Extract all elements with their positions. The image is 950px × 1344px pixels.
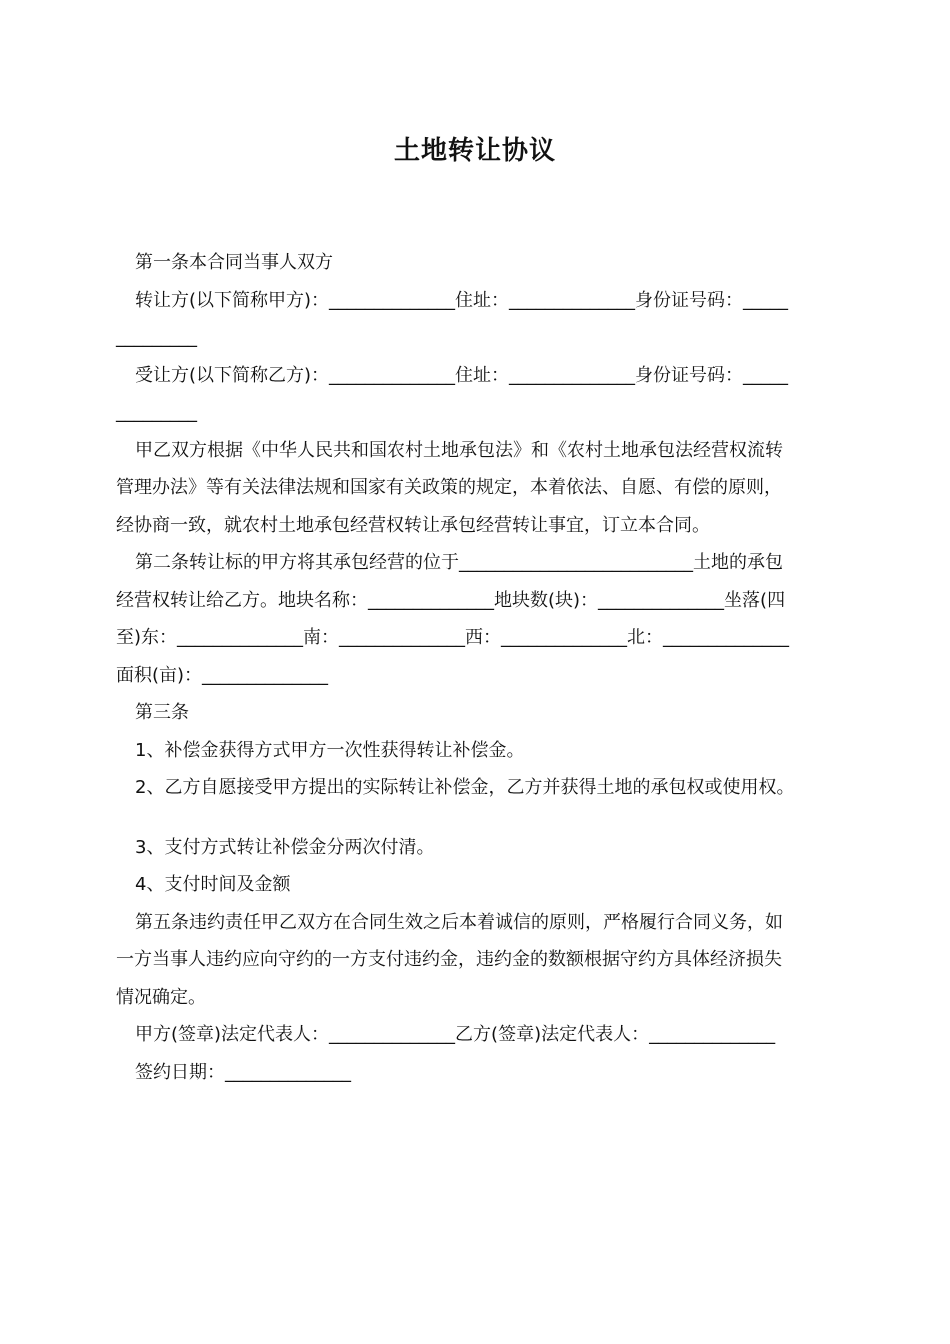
document-title: 土地转让协议 (393, 136, 556, 166)
signature-line: 甲方(签章)法定代表人：______________乙方(签章)法定代表人：______________ (135, 1024, 776, 1045)
signing-date-line: 签约日期：______________ (135, 1061, 351, 1083)
preamble-line-1: 甲乙双方根据《中华人民共和国农村土地承包法》和《农村土地承包法经营权流转 (135, 439, 783, 461)
clause-2-line-1: 第二条转让标的甲方将其承包经营的位于__________________________土地的承包 (135, 552, 783, 573)
paragraph-gap (116, 807, 836, 829)
transferee-info-line: 受让方(以下简称乙方)：______________住址：______________身份证号码：_____ (135, 364, 789, 386)
clause-3-item-3: 3、支付方式转让补偿金分两次付清。 (135, 836, 435, 858)
clause-5-line-3: 情况确定。 (116, 986, 206, 1008)
transferor-info-line: 转让方(以下简称甲方)：______________住址：______________身份证号码：_____ (135, 289, 789, 311)
clause-2-line-2: 经营权转让给乙方。地块名称：______________地块数(块)：______________坐落(四 (116, 589, 786, 611)
preamble-line-2: 管理办法》等有关法律法规和国家有关政策的规定，本着依法、自愿、有偿的原则， (116, 477, 782, 498)
clause-3-heading: 第三条 (135, 702, 189, 723)
clause-3-item-2: 2、乙方自愿接受甲方提出的实际转让补偿金，乙方并获得土地的承包权或使用权。 (135, 777, 795, 798)
preamble-line-3: 经协商一致，就农村土地承包经营权转让承包经营转让事宜，订立本合同。 (116, 514, 710, 536)
transferee-info-continuation: _________ (116, 402, 197, 423)
clause-2-line-4: 面积(亩)：______________ (116, 664, 329, 686)
clause-3-item-4: 4、支付时间及金额 (135, 874, 291, 895)
clause-5-line-2: 一方当事人违约应向守约的一方支付违约金，违约金的数额根据守约方具体经济损失 (116, 949, 782, 970)
clause-5-line-1: 第五条违约责任甲乙双方在合同生效之后本着诚信的原则，严格履行合同义务，如 (135, 911, 783, 933)
clause-1-heading: 第一条本合同当事人双方 (135, 252, 333, 273)
clause-3-item-1: 1、补偿金获得方式甲方一次性获得转让补偿金。 (135, 739, 525, 761)
transferor-info-continuation: _________ (116, 327, 197, 348)
clause-2-line-3: 至)东：______________南：______________西：______________北：______________ (116, 627, 790, 648)
document-body (116, 244, 836, 1091)
